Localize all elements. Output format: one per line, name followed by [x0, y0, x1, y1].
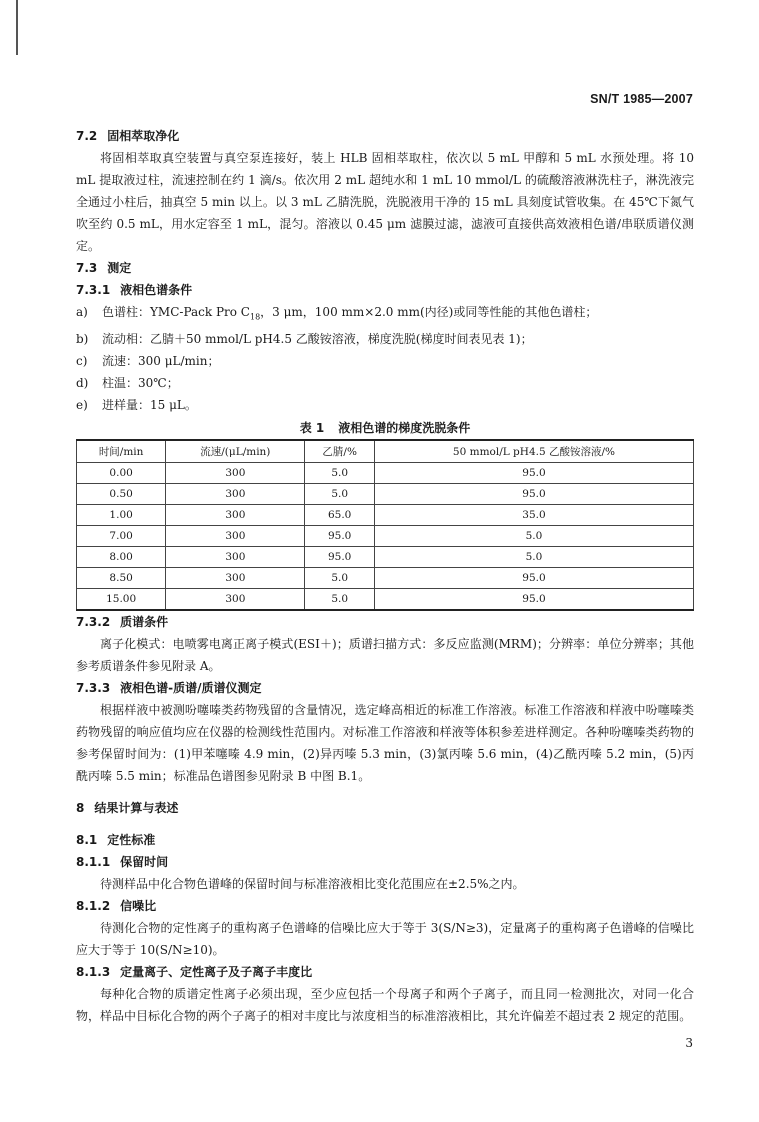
table-cell: 300: [166, 484, 305, 505]
list-text: 进样量：15 μL。: [102, 398, 197, 413]
table-header-row: [77, 440, 694, 463]
table-row: [77, 463, 694, 484]
list-label: d): [76, 376, 89, 391]
table-row: [77, 568, 694, 589]
section-8-1-2-paragraph: 待测化合物的定性离子的重构离子色谱峰的信噪比应大于等于 3(S/N≥3)，定量离子的重构离子色谱峰的信噪比应大于等于 10(S/N≥10)。: [76, 921, 694, 958]
list-subscript: 18: [249, 312, 261, 322]
table-cell: 0.50: [77, 484, 166, 505]
table-cell: 5.0: [305, 484, 374, 505]
section-8-1-1-paragraph: 待测样品中化合物色谱峰的保留时间与标准溶液相比变化范围应在±2.5%之内。: [100, 877, 525, 892]
table-cell: 300: [166, 463, 305, 484]
section-number: 7.3.1: [76, 283, 111, 297]
section-7-3-2-heading: [76, 611, 694, 633]
section-8-1-3-heading: [76, 961, 694, 983]
section-title: 信噪比: [120, 899, 157, 914]
table-cell: 15.00: [77, 589, 166, 611]
column-header: 流速/(μL/min): [166, 440, 305, 463]
column-header: 时间/min: [77, 440, 166, 463]
section-7-2-heading: [76, 125, 694, 147]
table-cell: 300: [166, 589, 305, 611]
section-7-3-3-paragraph: 根据样液中被测吩噻嗪类药物残留的含量情况，选定峰高相近的标准工作溶液。标准工作溶液和样液中吩噻嗪类药物残留的响应值均应在仪器的检测线性范围内。对标准工作溶液和样液等体积参差进样测定。各种吩噻嗪类药物的参考保留时间为：(1)甲苯噻嗪 4.9 min，(2)异丙嗪 5.3 min，(3)氯丙嗪 5.6 min，(4)乙酰丙嗪 5.2 min，(5)丙酰丙嗪 5.5 min；标准品色谱图参见附录 B 中图 B.1。: [76, 703, 694, 784]
list-label: c): [76, 354, 88, 369]
section-8-1-3-paragraph: 每种化合物的质谱定性离子必须出现，至少应包括一个母离子和两个子离子，而且同一检测批次，对同一化合物，样品中目标化合物的两个子离子的相对丰度比与浓度相当的标准溶液相比，其允许偏差不超过表 2 规定的范围。: [76, 987, 694, 1024]
table-cell: 5.0: [305, 463, 374, 484]
section-7-3-2-paragraph: 离子化模式：电喷雾电离正离子模式(ESI＋)；质谱扫描方式：多反应监测(MRM)；分辨率：单位分辨率；其他参考质谱条件参见附录 A。: [76, 637, 694, 674]
section-title: 质谱条件: [120, 615, 169, 630]
table-cell: 35.0: [374, 505, 693, 526]
list-item: [76, 350, 694, 372]
section-number: 7.3.2: [76, 615, 111, 630]
list-item: [76, 394, 694, 416]
section-8-1-heading: [76, 829, 694, 851]
page-number: 3: [685, 1036, 693, 1050]
list-label: a): [76, 305, 88, 319]
section-number: 7.2: [76, 129, 98, 143]
table-row: [77, 526, 694, 547]
column-header: 乙腈/%: [305, 440, 374, 463]
table-cell: 300: [166, 526, 305, 547]
section-title: 液相色谱条件: [120, 283, 193, 297]
section-title: 保留时间: [120, 855, 169, 870]
table-cell: 5.0: [305, 568, 374, 589]
gradient-table: [76, 439, 694, 611]
section-title: 液相色谱-质谱/质谱仪测定: [120, 681, 262, 696]
section-number: 8.1.2: [76, 899, 111, 914]
table-cell: 300: [166, 505, 305, 526]
section-8-1-2-heading: [76, 895, 694, 917]
table-cell: 5.0: [374, 547, 693, 568]
section-number: 8.1: [76, 833, 98, 848]
section-number: 8.1.1: [76, 855, 111, 870]
table-title: 液相色谱的梯度洗脱条件: [338, 421, 471, 436]
table-cell: 95.0: [305, 547, 374, 568]
table-row: [77, 484, 694, 505]
table-cell: 5.0: [305, 589, 374, 611]
table-cell: 95.0: [374, 568, 693, 589]
list-text: ，3 μm，100 mm×2.0 mm(内径)或同等性能的其他色谱柱；: [260, 305, 598, 319]
section-7-3-3-heading: [76, 677, 694, 699]
section-number: 8.1.3: [76, 965, 111, 980]
section-title: 固相萃取净化: [107, 129, 180, 143]
table-cell: 300: [166, 547, 305, 568]
section-number: 7.3.3: [76, 681, 111, 696]
table-cell: 8.50: [77, 568, 166, 589]
table-cell: 5.0: [374, 526, 693, 547]
table-row: [77, 505, 694, 526]
table-cell: 0.00: [77, 463, 166, 484]
table-cell: 7.00: [77, 526, 166, 547]
list-item: [76, 328, 694, 350]
table-cell: 1.00: [77, 505, 166, 526]
section-7-2-paragraph: 将固相萃取真空装置与真空泵连接好，装上 HLB 固相萃取柱，依次以 5 mL 甲醇和 5 mL 水预处理。将 10 mL 提取液过柱，流速控制在约 1 滴/s。依次用 2 mL 超纯水和 1 mL 10 mmol/L 的硫酸溶液淋洗柱子，淋洗液完全通过小柱后，抽真空 5 min 以上。以 3 mL 乙腈洗脱，洗脱液用干净的 15 mL 具刻度试管收集。在 45℃下氮气吹至约 0.5 mL，用水定容至 1 mL，混匀。溶液以 0.45 μm 滤膜过滤，滤液可直接供高效液相色谱/串联质谱仪测定。: [76, 151, 694, 253]
table-cell: 95.0: [374, 484, 693, 505]
list-label: e): [76, 398, 88, 413]
section-8-heading: [76, 797, 694, 819]
section-title: 定性标准: [107, 833, 156, 848]
list-text: 流速：300 μL/min；: [102, 354, 220, 369]
table-cell: 95.0: [374, 463, 693, 484]
section-title: 测定: [107, 261, 132, 275]
list-item: [76, 301, 694, 328]
section-7-3-1-heading: [76, 279, 694, 301]
table-cell: 8.00: [77, 547, 166, 568]
table-cell: 95.0: [305, 526, 374, 547]
section-8-1-1-heading: [76, 851, 694, 873]
list-label: b): [76, 332, 89, 347]
section-title: 结果计算与表述: [94, 801, 179, 816]
table-cell: 65.0: [305, 505, 374, 526]
table-1-caption: [76, 417, 694, 439]
section-title: 定量离子、定性离子及子离子丰度比: [120, 965, 313, 980]
standard-code: SN/T 1985—2007: [590, 92, 693, 106]
list-item: [76, 372, 694, 394]
table-row: [77, 547, 694, 568]
table-cell: 95.0: [374, 589, 693, 611]
section-number: 7.3: [76, 261, 98, 275]
table-cell: 300: [166, 568, 305, 589]
document-body: [76, 125, 694, 1027]
column-header: 50 mmol/L pH4.5 乙酸铵溶液/%: [374, 440, 693, 463]
table-number: 表 1: [299, 421, 325, 436]
section-7-3-heading: [76, 257, 694, 279]
list-text: 色谱柱：YMC-Pack Pro C: [102, 305, 250, 319]
list-text: 柱温：30℃；: [102, 376, 179, 391]
table-row: [77, 589, 694, 611]
list-text: 流动相：乙腈＋50 mmol/L pH4.5 乙酸铵溶液，梯度洗脱(梯度时间表见表 1)；: [102, 332, 533, 347]
section-number: 8: [76, 801, 85, 816]
scan-margin-line: [16, 0, 18, 55]
